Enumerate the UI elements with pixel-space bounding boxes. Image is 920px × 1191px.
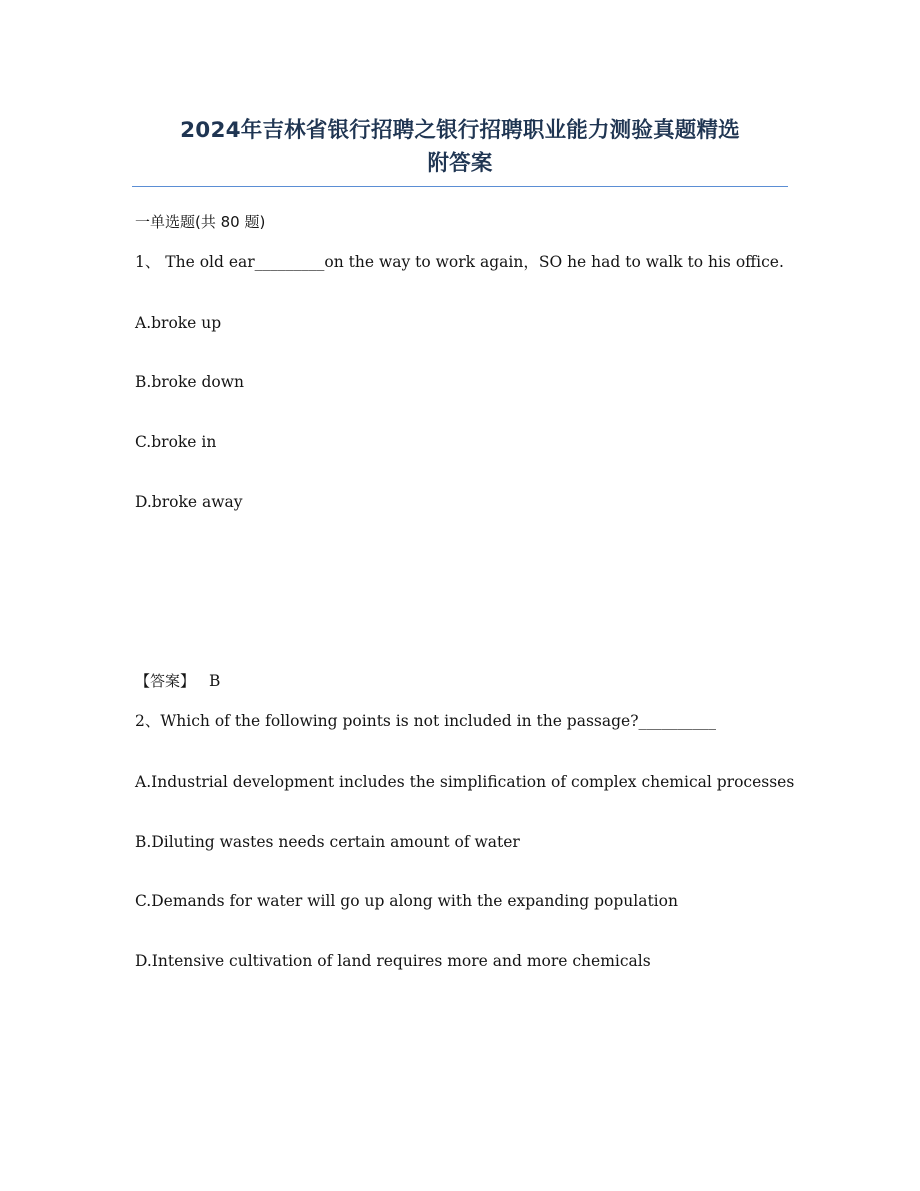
question-2-stem: 2、Which of the following points is not included in the passage?__________ <box>135 712 717 730</box>
page-title <box>132 114 788 180</box>
question-2-option-a: A.Industrial development includes the simplification of complex chemical processes <box>135 773 795 791</box>
question-2-option-b: B.Diluting wastes needs certain amount of water <box>135 833 520 851</box>
question-2-option-d: D.Intensive cultivation of land requires more and more chemicals <box>135 952 651 970</box>
title-divider <box>132 186 788 187</box>
question-1-option-a: A.broke up <box>135 314 222 332</box>
answer-value: B <box>209 672 221 690</box>
question-2-option-c: C.Demands for water will go up along with the expanding population <box>135 892 678 910</box>
section-heading: 一单选题(共 80 题) <box>135 213 266 231</box>
question-1-option-c: C.broke in <box>135 433 217 451</box>
question-1-option-d: D.broke away <box>135 493 243 511</box>
question-1-answer <box>135 671 220 691</box>
page-title-line-1: 2024年吉林省银行招聘之银行招聘职业能力测验真题精选 <box>180 118 740 143</box>
question-1-stem: 1、 The old ear_________on the way to work again，SO he had to walk to his office. <box>135 253 784 271</box>
answer-label: 【答案】 <box>135 672 196 690</box>
page-title-line-2: 附答案 <box>427 151 493 176</box>
question-1-option-b: B.broke down <box>135 373 244 391</box>
